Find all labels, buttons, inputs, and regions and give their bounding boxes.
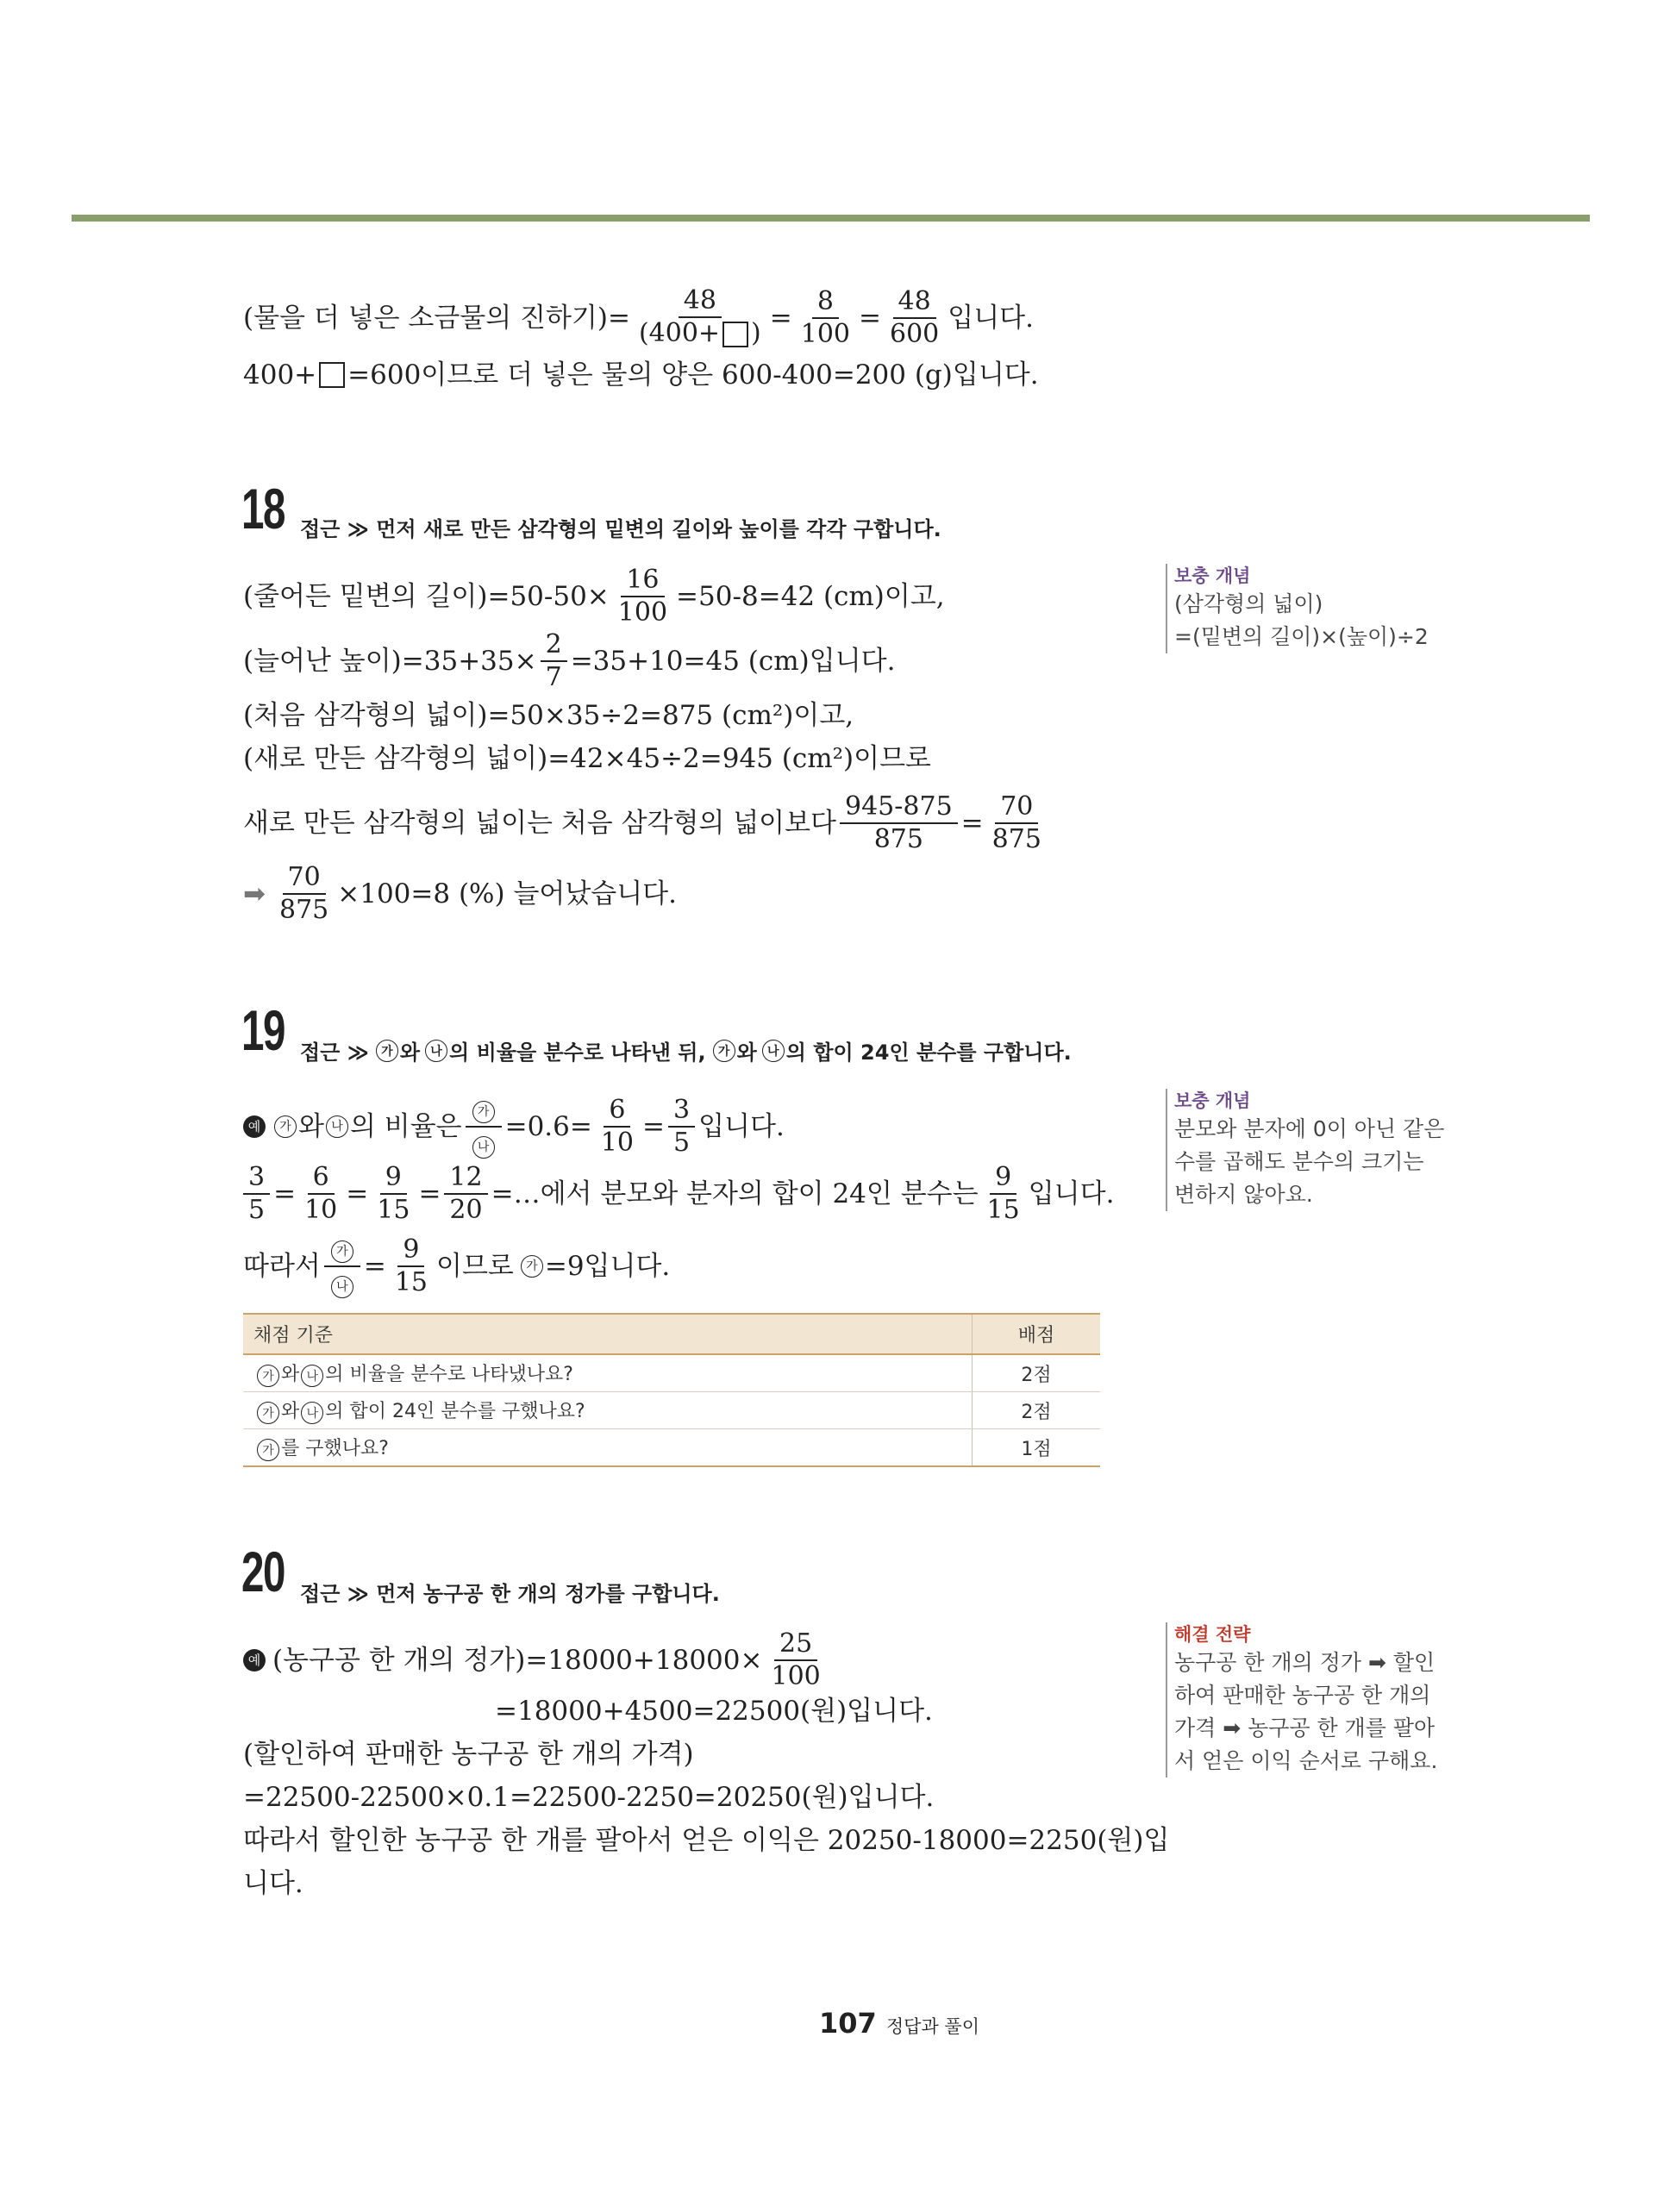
text: =35+10=45 (cm)입니다. [570, 646, 896, 677]
question-number: 18 [241, 477, 285, 541]
text: 입니다. [948, 302, 1034, 334]
text: (물을 더 넣은 소금물의 진하기)= [243, 302, 630, 334]
side-note-tag: 보충 개념 [1174, 1090, 1251, 1111]
fraction [796, 285, 855, 349]
text: 와 [281, 1364, 300, 1385]
blank-box [722, 322, 748, 347]
fraction [634, 285, 766, 348]
text: (줄어든 밑변의 길이)=50-50× [243, 581, 610, 612]
q20-line-5: 따라서 할인한 농구공 한 개를 팔아서 얻은 이익은 20250-18000=2250(원)입 [243, 1825, 1170, 1856]
intro-line-1: (물을 더 넣은 소금물의 진하기)= $\frac{48}{(400+ )}$ = $\frac{8}{100}$ = $\frac{48}{600}$ 입니다. [243, 285, 1034, 349]
ga-symbol: 가 [713, 1040, 735, 1062]
table-row [243, 1392, 1100, 1429]
q19-line-3 [243, 1234, 670, 1298]
table-cell [243, 1429, 973, 1467]
q20-line-6: 니다. [243, 1868, 303, 1899]
page-footer [819, 2007, 979, 2040]
blank-box [319, 362, 345, 388]
side-note-text: 수를 곱해도 분수의 크기는 [1174, 1149, 1424, 1174]
q20-line-3: (할인하여 판매한 농구공 한 개의 가격) [243, 1739, 694, 1770]
arrow-icon: ➡ [243, 878, 266, 909]
text: 400+ [243, 359, 317, 391]
q20-line-1 [243, 1628, 829, 1691]
numerator: 2 [541, 632, 567, 662]
text: = [363, 1251, 386, 1282]
denominator: 15 [986, 1195, 1020, 1225]
numerator: 9 [990, 1165, 1016, 1195]
text: = [346, 1178, 369, 1209]
ga-symbol: 가 [274, 1115, 297, 1138]
denominator: 10 [600, 1128, 635, 1158]
denominator: 15 [377, 1195, 410, 1225]
numerator: 12 [444, 1165, 487, 1195]
q20-line-2: =18000+4500=22500(원)입니다. [495, 1696, 933, 1727]
denominator: 5 [248, 1195, 266, 1225]
text: =…에서 분모와 분자의 합이 24인 분수는 [491, 1178, 979, 1209]
text: 이므로 [436, 1251, 514, 1282]
na-symbol: 나 [301, 1365, 323, 1387]
den-text: ) [751, 318, 761, 348]
fraction [613, 567, 672, 626]
approach-text: 접근 ≫ 먼저 새로 만든 삼각형의 밑변의 길이와 높이를 각각 구합니다. [300, 517, 941, 541]
text: = [960, 808, 984, 839]
text: 와 [736, 1040, 757, 1065]
denominator: 875 [873, 824, 923, 854]
na-symbol: 나 [331, 1276, 353, 1298]
text: 와 [281, 1401, 300, 1422]
numerator: 70 [995, 794, 1038, 824]
numerator [324, 1234, 360, 1267]
text: (농구공 한 개의 정가)=18000+18000× [272, 1645, 763, 1676]
text: ×100=8 (%) 늘어났습니다. [337, 878, 677, 909]
text: 입니다. [698, 1111, 785, 1142]
denominator: 600 [890, 318, 940, 349]
na-symbol: 나 [762, 1040, 785, 1062]
example-badge: 예 [243, 1115, 266, 1138]
side-note-text: 농구공 한 개의 정가 ➡ 할인 [1174, 1650, 1435, 1675]
ga-symbol: 가 [521, 1255, 543, 1278]
table-cell [243, 1354, 973, 1392]
side-note-tag: 해결 전략 [1174, 1624, 1251, 1645]
denominator [634, 318, 766, 347]
table-cell: 2점 [973, 1392, 1101, 1429]
text: 의 합이 24인 분수를 구합니다. [785, 1040, 1072, 1065]
fraction [444, 1162, 487, 1225]
side-note [1166, 1089, 1444, 1211]
q18-line-1 [243, 567, 945, 626]
ga-symbol: 가 [257, 1402, 279, 1424]
na-symbol: 나 [301, 1402, 323, 1424]
side-note-text: =(밑변의 길이)×(높이)÷2 [1174, 624, 1429, 649]
text: 를 구했나요? [281, 1438, 389, 1459]
fraction [274, 862, 334, 925]
question-number: 20 [241, 1540, 285, 1603]
table-cell: 2점 [973, 1354, 1101, 1392]
fraction [466, 1095, 502, 1159]
text: 의 비율을 분수로 나타낸 뒤, [449, 1040, 706, 1065]
footer-label: 정답과 풀이 [885, 2016, 979, 2037]
na-symbol: 나 [425, 1040, 447, 1062]
text: 와 [399, 1040, 421, 1065]
fraction [390, 1234, 433, 1297]
text: 따라서 [243, 1251, 321, 1282]
table-header-cell: 채점 기준 [243, 1314, 973, 1354]
den-text: (400+ [638, 318, 721, 348]
text: = [642, 1111, 666, 1142]
header-rule [72, 215, 1590, 222]
q19-line-2 [243, 1162, 1115, 1225]
fraction [243, 1162, 270, 1225]
table-header-cell: 배점 [973, 1314, 1101, 1354]
numerator: 70 [283, 865, 326, 895]
example-badge: 예 [243, 1649, 266, 1671]
numerator: 16 [621, 567, 664, 597]
numerator: 48 [893, 289, 936, 319]
q19-line-1 [243, 1095, 785, 1159]
q18-line-2 [243, 629, 896, 692]
ga-symbol: 가 [376, 1040, 398, 1062]
numerator: 6 [308, 1165, 335, 1195]
side-note-text: 변하지 않아요. [1174, 1182, 1313, 1207]
fraction [885, 285, 944, 349]
table-cell: 1점 [973, 1429, 1101, 1467]
text: =600이므로 더 넣은 물의 양은 600-400=200 (g)입니다. [347, 359, 1039, 391]
side-note-text: 분모와 분자에 0이 아닌 같은 [1174, 1116, 1445, 1141]
numerator: 48 [679, 288, 722, 318]
ga-symbol: 가 [472, 1101, 495, 1123]
text: =50-8=42 (cm)이고, [676, 581, 945, 612]
fraction [299, 1162, 342, 1225]
fraction [668, 1097, 695, 1156]
text: 접근 ≫ [300, 1040, 369, 1065]
text: = [273, 1178, 297, 1209]
numerator: 9 [380, 1165, 407, 1195]
q18-line-3: (처음 삼각형의 넓이)=50×35÷2=875 (cm²)이고, [243, 700, 854, 731]
numerator: 8 [812, 289, 839, 319]
side-note-text: 서 얻은 이익 순서로 구해요. [1174, 1748, 1438, 1773]
denominator [324, 1267, 360, 1298]
side-note-tag: 보충 개념 [1174, 565, 1251, 586]
q18-line-5 [243, 791, 1050, 854]
fraction [987, 791, 1047, 854]
text: =9입니다. [544, 1251, 671, 1282]
approach-text [300, 1035, 1072, 1065]
text: 새로 만든 삼각형의 넓이는 처음 삼각형의 넓이보다 [243, 808, 836, 839]
text: 입니다. [1028, 1178, 1115, 1209]
scoring-table [243, 1313, 1100, 1467]
side-note [1166, 1622, 1437, 1778]
numerator: 3 [243, 1165, 270, 1195]
denominator: 100 [800, 318, 851, 349]
denominator: 7 [545, 662, 562, 692]
side-note [1166, 564, 1429, 653]
text: = [418, 1178, 441, 1209]
table-cell [243, 1392, 973, 1429]
q20-line-4: =22500-22500×0.1=22500-2250=20250(원)입니다. [243, 1782, 935, 1813]
text: 의 비율을 분수로 나타냈나요? [325, 1364, 573, 1385]
fraction [541, 629, 567, 692]
na-symbol: 나 [472, 1136, 495, 1159]
ga-symbol: 가 [331, 1240, 353, 1263]
text: 와 [298, 1111, 324, 1142]
fraction [596, 1097, 639, 1156]
denominator: 20 [449, 1195, 483, 1225]
intro-line-2 [243, 356, 1039, 394]
denominator: 875 [991, 824, 1041, 854]
side-note-text: 가격 ➡ 농구공 한 개를 팔아 [1174, 1715, 1435, 1740]
side-note-text: (삼각형의 넓이) [1174, 591, 1323, 616]
fraction [982, 1162, 1025, 1225]
denominator [466, 1128, 502, 1159]
denominator: 875 [278, 895, 329, 925]
page-number: 107 [819, 2007, 877, 2040]
fraction [324, 1234, 360, 1298]
text: =0.6= [504, 1111, 592, 1142]
numerator: 6 [604, 1097, 630, 1128]
numerator: 9 [397, 1237, 424, 1267]
denominator: 10 [304, 1195, 338, 1225]
denominator: 15 [394, 1267, 428, 1297]
text: 의 비율은 [349, 1111, 462, 1142]
fraction [840, 791, 958, 854]
q18-line-4: (새로 만든 삼각형의 넓이)=42×45÷2=945 (cm²)이므로 [243, 743, 931, 774]
side-note-text: 하여 판매한 농구공 한 개의 [1174, 1683, 1431, 1708]
text: (늘어난 높이)=35+35× [243, 646, 537, 677]
na-symbol: 나 [326, 1115, 348, 1138]
ga-symbol: 가 [257, 1439, 279, 1461]
q18-line-6 [243, 862, 677, 925]
question-number: 19 [241, 998, 285, 1062]
approach-text: 접근 ≫ 먼저 농구공 한 개의 정가를 구합니다. [300, 1582, 720, 1606]
numerator: 945-875 [840, 794, 958, 824]
denominator: 5 [673, 1128, 691, 1158]
fraction [766, 1628, 825, 1691]
ga-symbol: 가 [257, 1365, 279, 1387]
numerator: 3 [668, 1097, 695, 1128]
fraction [372, 1162, 415, 1225]
numerator: 25 [774, 1631, 817, 1661]
denominator: 100 [617, 597, 668, 628]
denominator: 100 [771, 1661, 821, 1691]
table-row [243, 1429, 1100, 1467]
table-header-row [243, 1314, 1100, 1354]
text: 의 합이 24인 분수를 구했나요? [325, 1401, 585, 1422]
numerator [466, 1095, 502, 1128]
table-row [243, 1354, 1100, 1392]
